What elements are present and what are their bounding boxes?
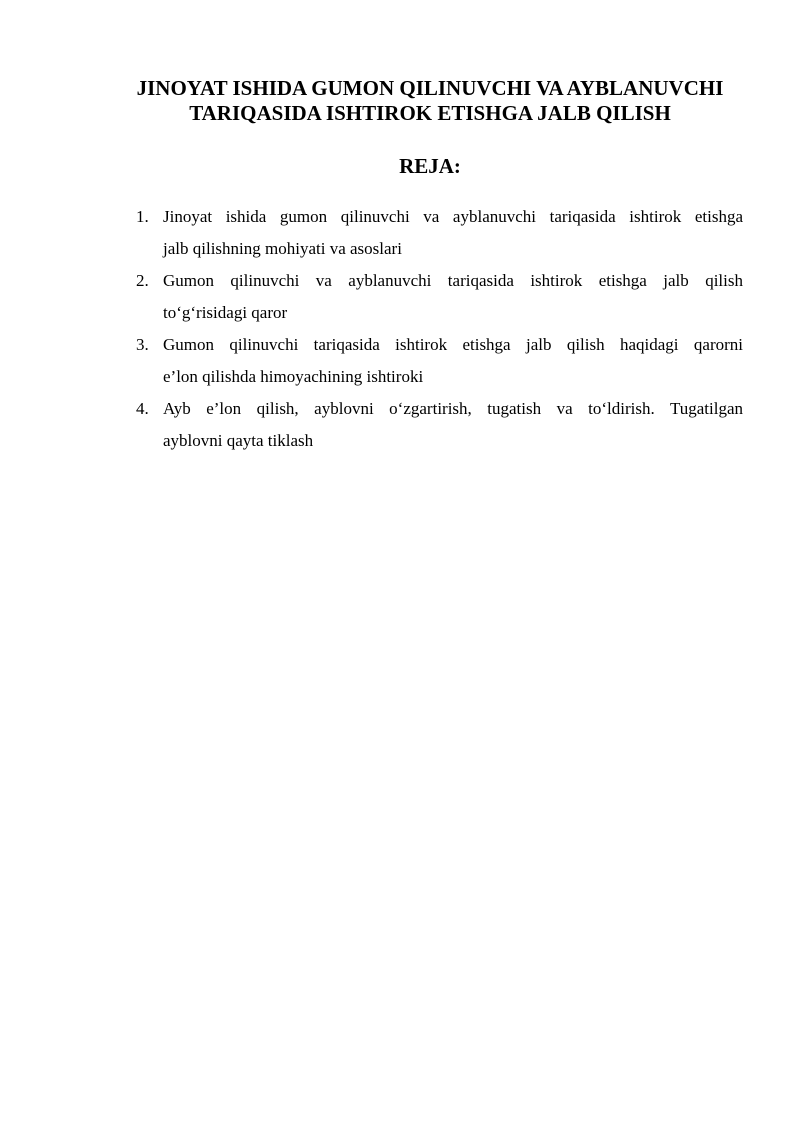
plan-item-text-line: Ayb e’lon qilish, ayblovni o‘zgartirish, tugatish va to‘ldirish. Tugatilgan <box>163 399 743 418</box>
plan-item-2 <box>136 265 743 329</box>
plan-list <box>136 201 743 457</box>
plan-item-text-line: Gumon qilinuvchi va ayblanuvchi tariqasida ishtirok etishga jalb qilish <box>163 271 743 290</box>
plan-item-number: 1. <box>136 207 149 226</box>
plan-item-text-line: e’lon qilishda himoyachining ishtiroki <box>163 367 424 386</box>
plan-item-text-line: ayblovni qayta tiklash <box>163 431 314 450</box>
plan-item-4 <box>136 393 743 457</box>
plan-item-text-line: jalb qilishning mohiyati va asoslari <box>163 239 402 258</box>
title-line-2: TARIQASIDA ISHTIROK ETISHGA JALB QILISH <box>189 101 671 125</box>
plan-item-text-line: Jinoyat ishida gumon qilinuvchi va ayblanuvchi tariqasida ishtirok etishga <box>163 207 743 226</box>
plan-heading: REJA: <box>399 154 461 178</box>
plan-item-text-line: Gumon qilinuvchi tariqasida ishtirok etishga jalb qilish haqidagi qarorni <box>163 335 743 354</box>
plan-item-1 <box>136 201 743 265</box>
title-line-1: JINOYAT ISHIDA GUMON QILINUVCHI VA AYBLANUVCHI <box>136 76 724 100</box>
plan-item-3 <box>136 329 743 393</box>
document-title <box>60 76 800 126</box>
plan-item-number: 3. <box>136 335 149 354</box>
plan-item-number: 2. <box>136 271 149 290</box>
plan-item-text-line: to‘g‘risidagi qaror <box>163 303 288 322</box>
plan-item-number: 4. <box>136 399 149 418</box>
